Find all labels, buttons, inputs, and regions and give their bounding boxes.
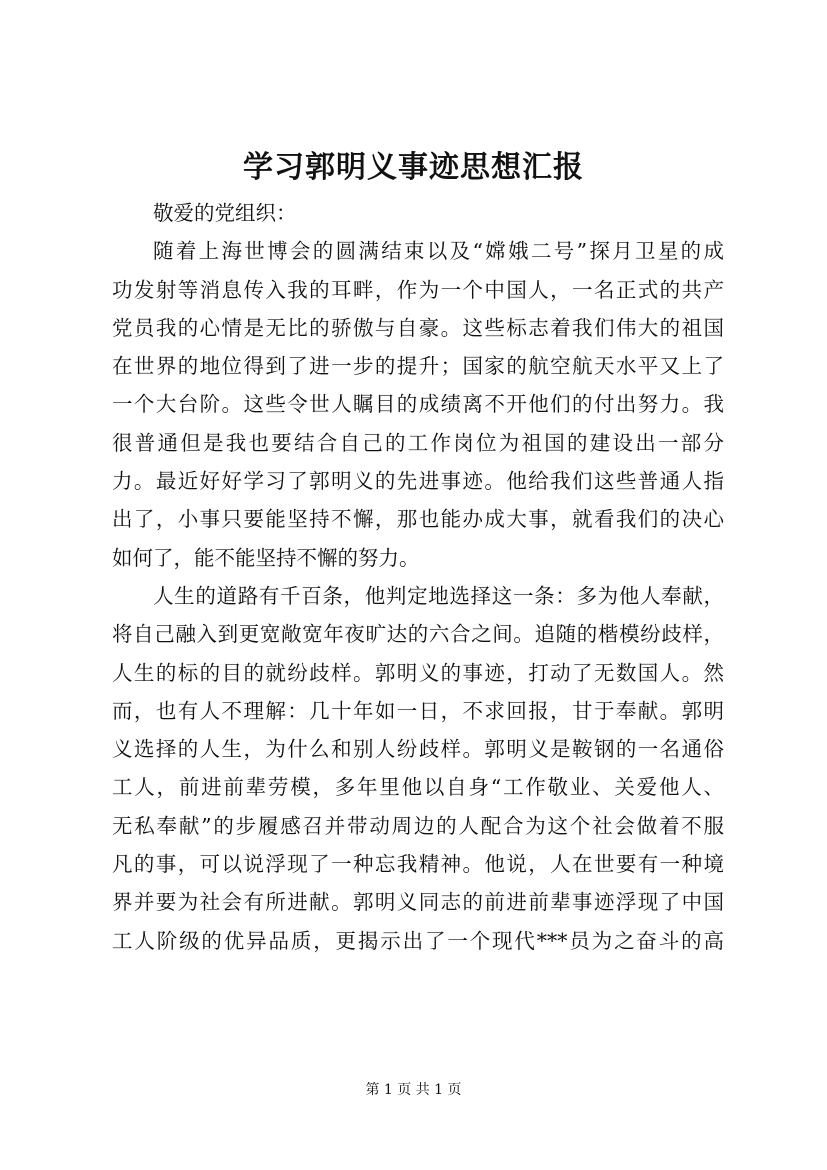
paragraph-line: 力。最近好好学习了郭明义的先进事迹。他给我们这些普通人指 bbox=[112, 469, 724, 494]
paragraph-line: 凡的事，可以说浮现了一种忘我精神。他说，人在世要有一种境 bbox=[112, 852, 724, 877]
salutation: 敬爱的党组织： bbox=[153, 201, 297, 225]
paragraph-line: 在世界的地位得到了进一步的提升；国家的航空航天水平又上了 bbox=[112, 354, 724, 379]
paragraph-line: 很普通但是我也要结合自己的工作岗位为祖国的建设出一部分 bbox=[112, 430, 724, 455]
paragraph-line: 工人，前进前辈劳模，多年里他以自身“工作敬业、关爱他人、 bbox=[112, 775, 724, 800]
paragraph-line: 界并要为社会有所进献。郭明义同志的前进前辈事迹浮现了中国 bbox=[112, 890, 724, 915]
paragraph-line: 如何了，能不能坚持不懈的努力。 bbox=[112, 545, 420, 570]
paragraph-line: 一个大台阶。这些令世人瞩目的成绩离不开他们的付出努力。我 bbox=[112, 392, 724, 417]
paragraph-line: 功发射等消息传入我的耳畔，作为一个中国人，一名正式的共产 bbox=[112, 277, 724, 302]
paragraph-line: 将自己融入到更宽敞宽年夜旷达的六合之间。追随的楷模纷歧样， bbox=[112, 622, 724, 647]
paragraph-line: 无私奉献”的步履感召并带动周边的人配合为这个社会做着不服 bbox=[112, 813, 724, 838]
paragraph-line: 义选择的人生，为什么和别人纷歧样。郭明义是鞍钢的一名通俗 bbox=[112, 737, 724, 762]
paragraph-1 bbox=[112, 232, 724, 577]
paragraph-line: 而，也有人不理解：几十年如一日，不求回报，甘于奉献。郭明 bbox=[112, 698, 724, 723]
document-body bbox=[112, 194, 724, 960]
paragraph-line: 人生的道路有千百条，他判定地选择这一条：多为他人奉献， bbox=[153, 583, 724, 608]
paragraph-line: 随着上海世博会的圆满结束以及“嫦娥二号”探月卫星的成 bbox=[153, 239, 724, 264]
paragraph-line: 人生的标的目的就纷歧样。郭明义的事迹，打动了无数国人。然 bbox=[112, 660, 724, 685]
paragraph-line: 出了，小事只要能坚持不懈，那也能办成大事，就看我们的决心 bbox=[112, 507, 724, 532]
paragraph-line: 党员我的心情是无比的骄傲与自豪。这些标志着我们伟大的祖国 bbox=[112, 315, 724, 340]
paragraph-line: 工人阶级的优异品质，更揭示出了一个现代***员为之奋斗的高 bbox=[112, 928, 724, 953]
document-title: 学习郭明义事迹思想汇报 bbox=[243, 150, 584, 185]
page-footer: 第 1 页 共 1 页 bbox=[365, 1082, 462, 1098]
paragraph-2 bbox=[112, 577, 724, 960]
